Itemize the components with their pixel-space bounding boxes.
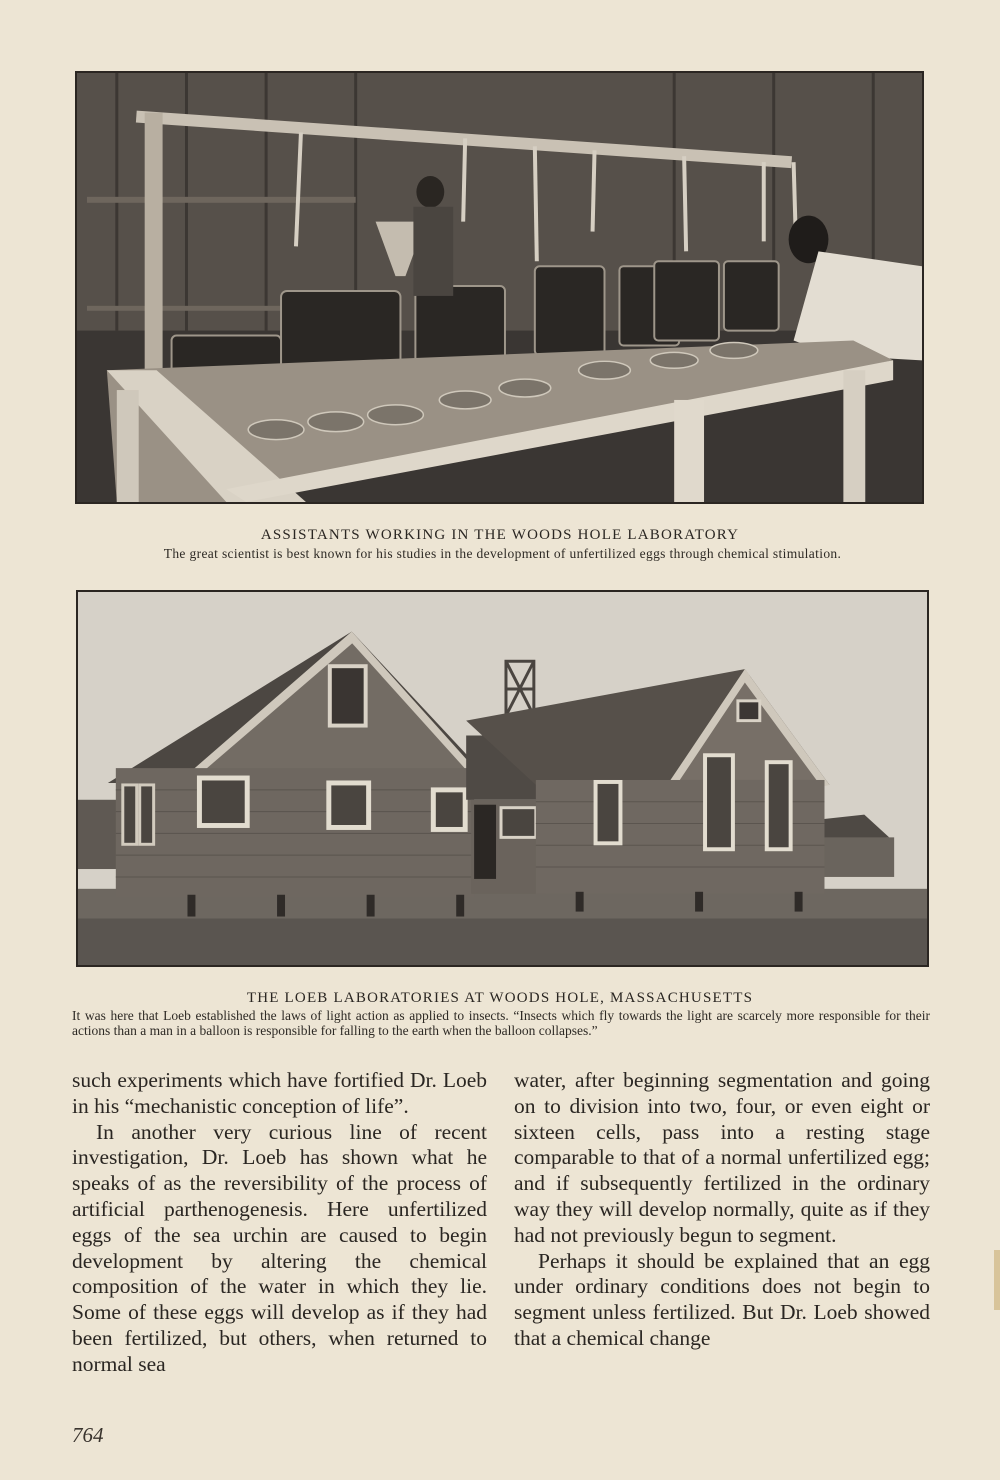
laboratory-building-photo <box>76 590 929 967</box>
page-number: 764 <box>72 1423 104 1447</box>
figure2-caption: It was here that Loeb established the laws of light action as applied to insects. “Insects which fly towards the light are scarcely more responsible for their actions than a man in a balloon is responsible for falling to the earth when the balloon collapses.” <box>72 1008 930 1038</box>
page-edge-tab <box>994 1250 1000 1310</box>
body-paragraph: water, after beginning segmentation and going on to division into two, four, or even eight or sixteen cells, pass into a resting stage comparable to that of a normal unfertilized egg; and if subsequently fertilized in the ordinary way they will develop normally, quite as if they had not previously begun to segment. <box>514 1068 930 1247</box>
figure1-title: ASSISTANTS WORKING IN THE WOODS HOLE LABORATORY <box>260 527 740 543</box>
body-column-left <box>72 1068 487 1378</box>
lab-interior-photo <box>75 71 924 504</box>
body-paragraph: such experiments which have fortified Dr. Loeb in his “mechanistic conception of life”. <box>72 1068 487 1118</box>
body-paragraph: Perhaps it should be explained that an egg under ordinary conditions does not begin to segment unless fertilized. But Dr. Loeb showed that a chemical change <box>514 1248 930 1350</box>
figure1-caption: The great scientist is best known for his studies in the development of unfertilized eggs through chemical stimulation. <box>163 546 842 561</box>
figure2-title: THE LOEB LABORATORIES AT WOODS HOLE, MASSACHUSETTS <box>246 990 754 1006</box>
body-column-right <box>514 1068 930 1352</box>
body-paragraph: In another very curious line of recent investigation, Dr. Loeb has shown what he speaks of as the reversibility of the process of artificial parthenogenesis. Here unfertilized eggs of the sea urchin are caused to begin development by altering the chemical composition of the water in which they lie. Some of these eggs will develop as if they had been fertilized, but others, when returned to normal sea <box>72 1119 487 1376</box>
